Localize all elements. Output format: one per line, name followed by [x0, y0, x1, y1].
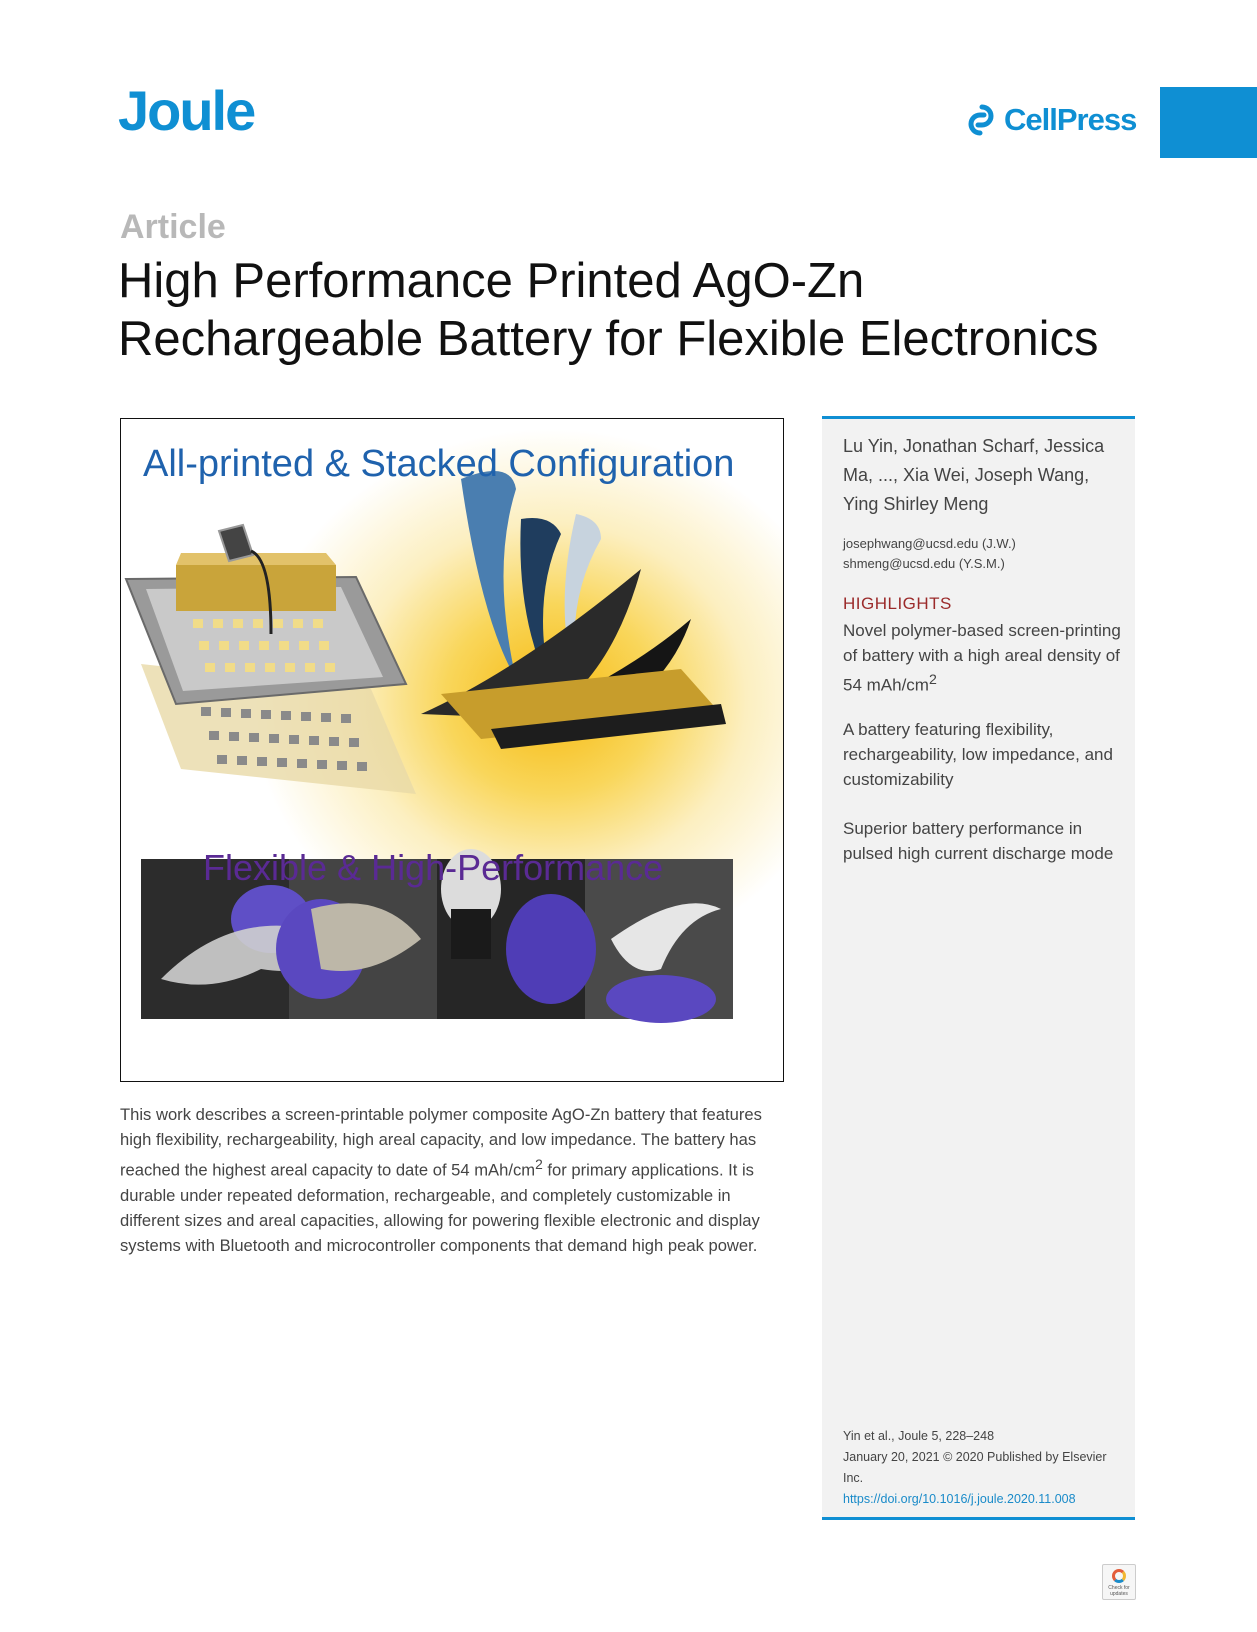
sidebar-panel: [822, 416, 1135, 1520]
abstract-part1: This work describes a screen-printable polymer composite AgO-Zn battery that features high flexibility, rechargeability, high areal capacity, and low impedance. The battery has reached the highest areal capacity to date of 54 mAh/cm: [120, 1105, 762, 1180]
highlight-1-text: Novel polymer-based screen-printing of battery with a high areal density of 54 mAh/cm: [843, 621, 1121, 695]
graphical-abstract: [120, 418, 784, 1082]
publisher-logo: [964, 102, 1136, 138]
cellpress-icon: [964, 103, 998, 137]
article-type: Article: [120, 208, 226, 246]
graphical-abstract-illustration: [121, 419, 784, 1082]
doi-link[interactable]: https://doi.org/10.1016/j.joule.2020.11.008: [843, 1492, 1076, 1506]
citation: [843, 1426, 1128, 1510]
email-wang[interactable]: josephwang@ucsd.edu (J.W.): [843, 536, 1016, 551]
publisher-name: CellPress: [1004, 102, 1137, 137]
citation-line-2: January 20, 2021 © 2020 Published by Elsevier Inc.: [843, 1450, 1107, 1485]
corner-tab: [1160, 87, 1257, 158]
abstract-sup: 2: [535, 1156, 543, 1172]
check-for-updates-badge[interactable]: Check for updates: [1102, 1564, 1136, 1600]
ga-top-label: All-printed & Stacked Configuration: [143, 443, 735, 485]
highlight-3: Superior battery performance in pulsed high current discharge mode: [843, 819, 1114, 863]
highlights-heading: HIGHLIGHTS: [843, 594, 952, 613]
emails: [843, 534, 1128, 574]
authors: Lu Yin, Jonathan Scharf, Jessica Ma, ..., Xia Wei, Joseph Wang, Ying Shirley Meng: [843, 436, 1105, 514]
abstract-part2: for primary applications. It is durable under repeated deformation, rechargeable, and completely customizable in different sizes and areal capacities, allowing for powering flexible electronic and display systems with Bluetooth and microcontroller components that demand high peak power.: [120, 1160, 760, 1255]
email-meng[interactable]: shmeng@ucsd.edu (Y.S.M.): [843, 556, 1005, 571]
highlight-1: [843, 618, 1128, 698]
ga-bottom-label: Flexible & High-Performance: [203, 847, 664, 888]
citation-line-1: Yin et al., Joule 5, 228–248: [843, 1429, 995, 1443]
highlight-2: A battery featuring flexibility, rechargeability, low impedance, and customizability: [843, 720, 1113, 789]
highlight-1-sup: 2: [928, 672, 937, 688]
journal-logo: Joule: [118, 79, 255, 142]
article-title: High Performance Printed AgO-Zn Rechargeable Battery for Flexible Electronics: [118, 254, 1099, 366]
abstract: [120, 1102, 785, 1258]
